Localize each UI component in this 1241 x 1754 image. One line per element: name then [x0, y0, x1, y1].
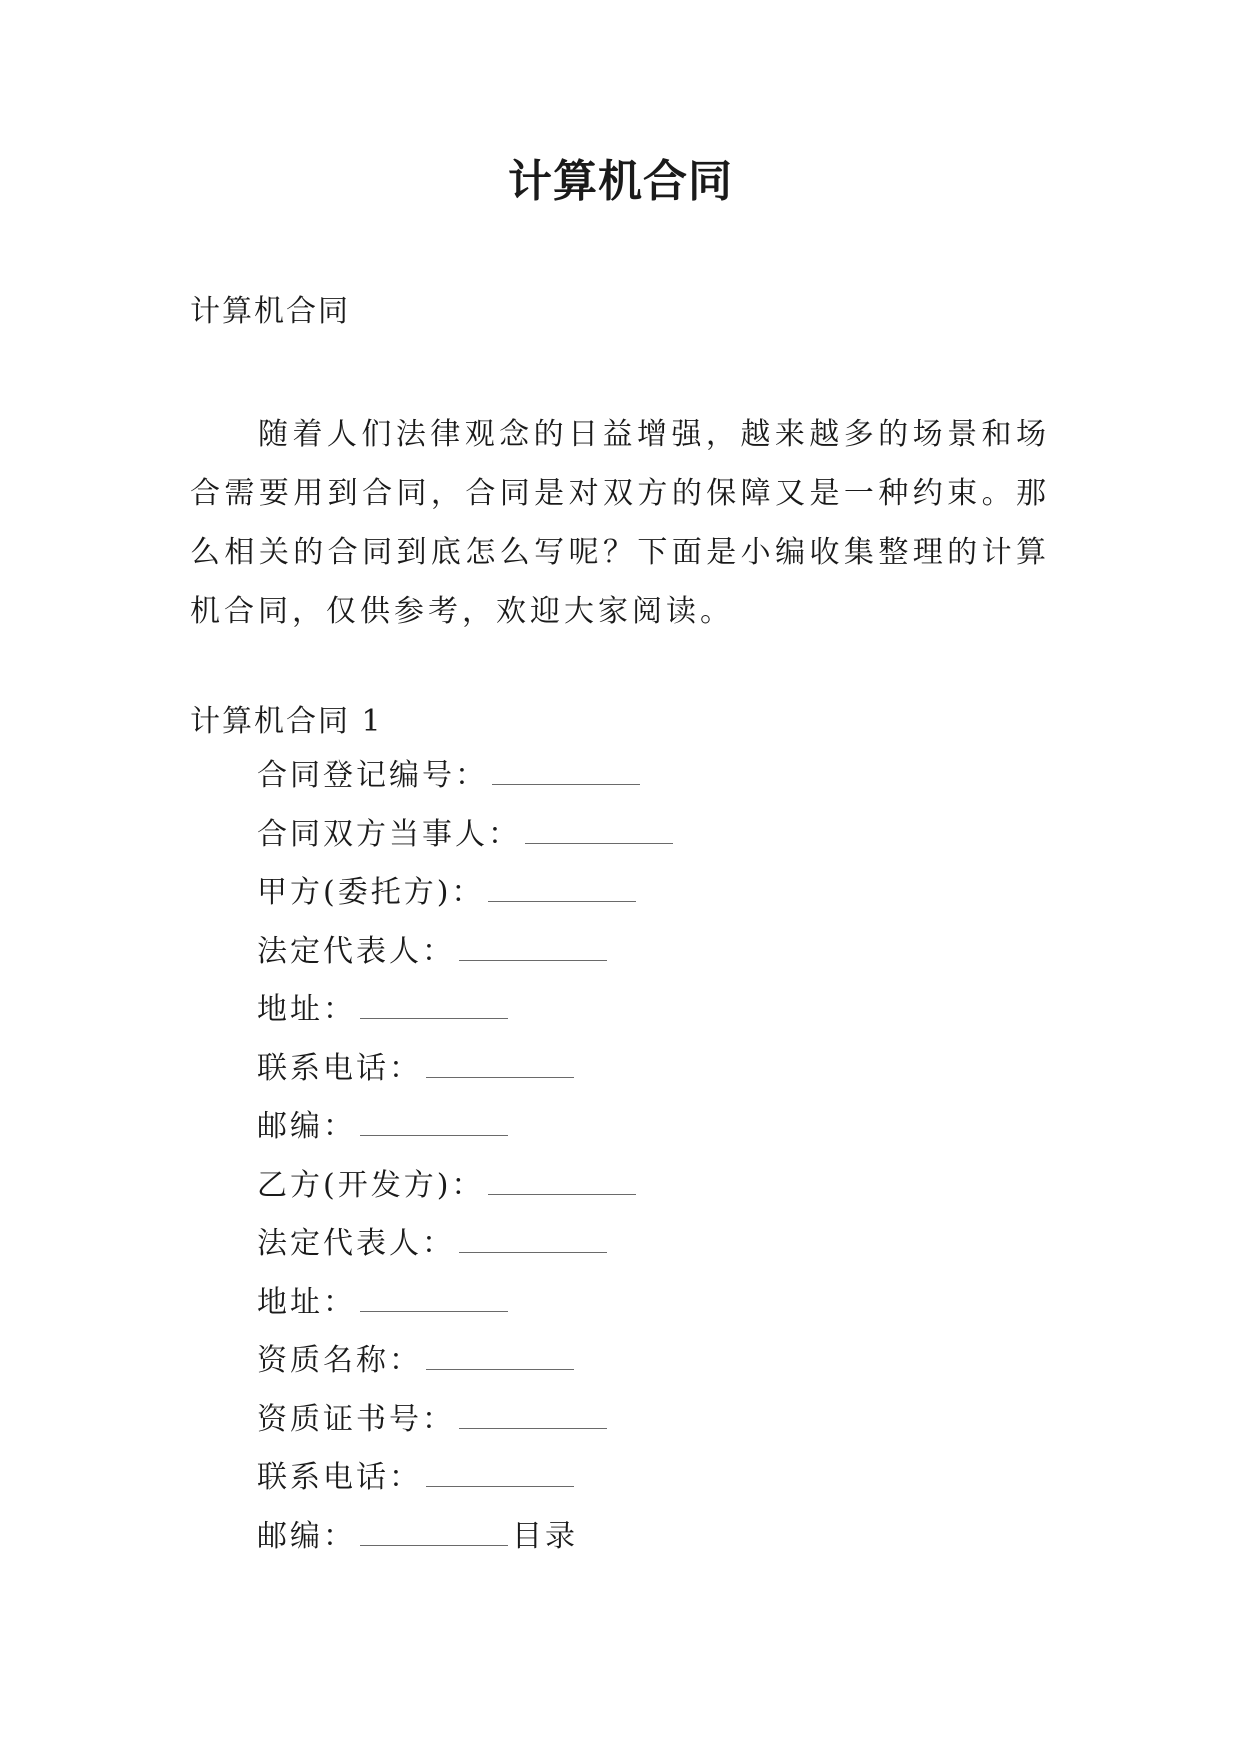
- fill-in-blank: [360, 1105, 508, 1136]
- field-label: 法定代表人：: [257, 1226, 455, 1261]
- field-qualification-certificate-number: [257, 1398, 677, 1457]
- field-party-a-representative: [257, 930, 677, 989]
- field-label: 合同登记编号：: [257, 758, 488, 793]
- intro-paragraph: 随着人们法律观念的日益增强，越来越多的场景和场合需要用到合同，合同是对双方的保障又是一种约束。那么相关的合同到底怎么写呢？下面是小编收集整理的计算机合同，仅供参考，欢迎大家阅读。: [190, 417, 1050, 629]
- field-label: 邮编：: [257, 1518, 356, 1554]
- field-contract-parties: [257, 813, 677, 872]
- field-qualification-name: [257, 1339, 677, 1398]
- field-party-a-postcode: [257, 1105, 677, 1164]
- field-label: 邮编：: [257, 1109, 356, 1144]
- field-label: 联系电话：: [257, 1050, 422, 1086]
- field-label: 地址：: [257, 992, 356, 1027]
- fill-in-blank: [360, 1515, 508, 1546]
- contract-field-list: [257, 754, 677, 1573]
- field-label: 地址：: [257, 1284, 356, 1320]
- fill-in-blank: [360, 1281, 508, 1312]
- field-label: 合同双方当事人：: [257, 816, 521, 852]
- table-of-contents-label: 目录: [512, 1518, 578, 1554]
- fill-in-blank: [459, 1222, 607, 1253]
- fill-in-blank: [488, 1164, 636, 1195]
- fill-in-blank: [492, 754, 640, 785]
- fill-in-blank: [360, 988, 508, 1019]
- field-party-b-representative: [257, 1222, 677, 1281]
- field-registration-number: [257, 754, 677, 813]
- field-label: 法定代表人：: [257, 933, 455, 969]
- fill-in-blank: [426, 1456, 574, 1487]
- fill-in-blank: [426, 1339, 574, 1370]
- fill-in-blank: [488, 871, 636, 902]
- document-subtitle: 计算机合同: [190, 294, 350, 329]
- field-label: 资质名称：: [257, 1343, 422, 1378]
- fill-in-blank: [426, 1047, 574, 1078]
- field-party-b-postcode: [257, 1515, 677, 1574]
- fill-in-blank: [459, 1398, 607, 1429]
- field-party-b-phone: [257, 1456, 677, 1515]
- field-party-a-address: [257, 988, 677, 1047]
- field-label: 资质证书号：: [257, 1401, 455, 1437]
- field-label: 甲方(委托方)：: [257, 875, 485, 910]
- fill-in-blank: [525, 813, 673, 844]
- field-label: 联系电话：: [257, 1460, 422, 1495]
- section-heading: 计算机合同 1: [190, 704, 383, 739]
- field-party-a-phone: [257, 1047, 677, 1106]
- field-party-b-address: [257, 1281, 677, 1340]
- field-party-a: [257, 871, 677, 930]
- field-label: 乙方(开发方)：: [257, 1167, 485, 1203]
- fill-in-blank: [459, 930, 607, 961]
- field-party-b: [257, 1164, 677, 1223]
- document-title: 计算机合同: [508, 156, 733, 207]
